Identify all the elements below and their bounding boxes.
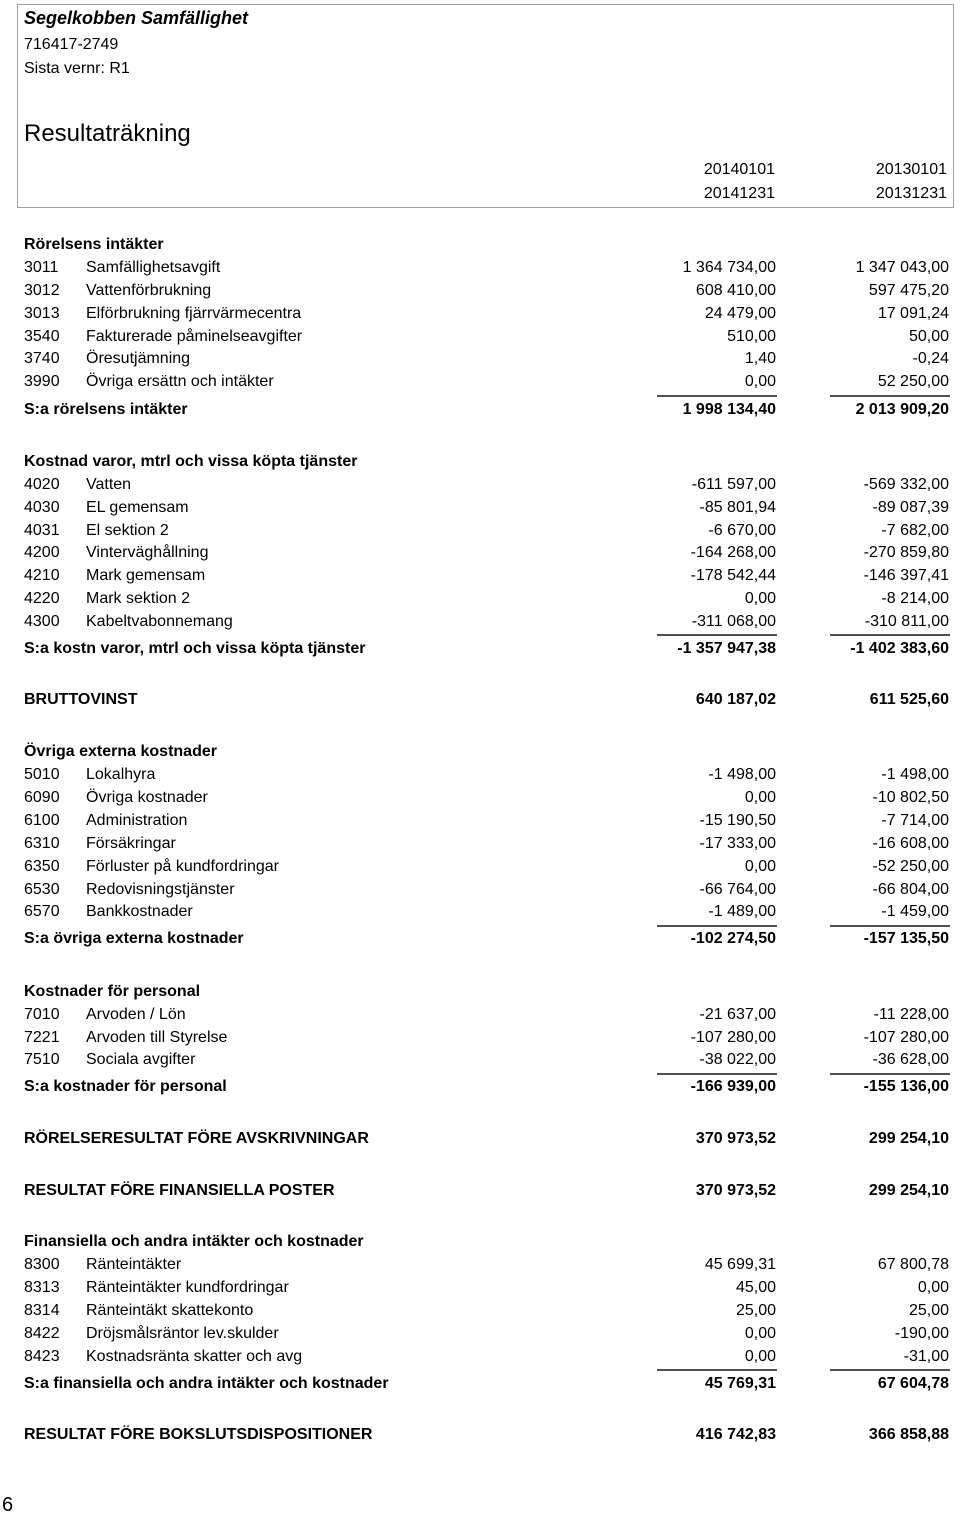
account-row	[0, 498, 960, 520]
result-before-appropriations-label: RESULTAT FÖRE BOKSLUTSDISPOSITIONER	[24, 1426, 373, 1443]
period-current-start: 20140101	[703, 161, 775, 178]
result-before-financial-previous: 299 254,10	[868, 1182, 949, 1199]
current-amount: 608 410,00	[695, 282, 776, 299]
account-number: 3540	[24, 328, 60, 345]
account-row	[0, 281, 960, 303]
account-number: 3740	[24, 350, 60, 367]
account-description: Kostnadsränta skatter och avg	[86, 1348, 303, 1365]
current-amount: -1 489,00	[708, 903, 776, 920]
previous-amount: 597 475,20	[868, 282, 949, 299]
current-amount: 1 364 734,00	[682, 259, 776, 276]
account-description: Övriga ersättn och intäkter	[86, 373, 274, 390]
previous-amount: -1 498,00	[881, 766, 949, 783]
account-row	[0, 327, 960, 349]
sum-divider	[830, 395, 950, 397]
account-number: 6530	[24, 881, 60, 898]
sum-row	[0, 1077, 960, 1099]
result-before-financial-label: RESULTAT FÖRE FINANSIELLA POSTER	[24, 1182, 335, 1199]
current-amount: 0,00	[744, 373, 776, 390]
sum-row	[0, 929, 960, 951]
operating-result-label: RÖRELSERESULTAT FÖRE AVSKRIVNINGAR	[24, 1130, 369, 1147]
account-row	[0, 1005, 960, 1027]
gross-profit-current: 640 187,02	[695, 691, 776, 708]
sum-current: -166 939,00	[690, 1078, 776, 1095]
previous-amount: -7 714,00	[881, 812, 949, 829]
account-row	[0, 304, 960, 326]
previous-amount: -52 250,00	[872, 858, 949, 875]
account-description: Elförbrukning fjärrvärmecentra	[86, 305, 302, 322]
account-row	[0, 811, 960, 833]
previous-amount: -8 214,00	[881, 590, 949, 607]
account-number: 3012	[24, 282, 60, 299]
previous-amount: -569 332,00	[863, 476, 949, 493]
account-number: 4031	[24, 522, 60, 539]
current-amount: -178 542,44	[690, 567, 776, 584]
account-number: 7010	[24, 1006, 60, 1023]
account-row	[0, 1255, 960, 1277]
sum-label: S:a rörelsens intäkter	[24, 401, 188, 418]
previous-amount: -107 280,00	[863, 1029, 949, 1046]
previous-amount: 1 347 043,00	[855, 259, 949, 276]
account-description: Redovisningstjänster	[86, 881, 235, 898]
account-number: 6350	[24, 858, 60, 875]
current-amount: 25,00	[735, 1302, 776, 1319]
previous-amount: -89 087,39	[872, 499, 949, 516]
account-description: Vatten	[86, 476, 132, 493]
result-before-financial-row	[0, 1181, 960, 1203]
account-description: Bankkostnader	[86, 903, 193, 920]
account-number: 4220	[24, 590, 60, 607]
account-row	[0, 589, 960, 611]
current-amount: 0,00	[744, 1325, 776, 1342]
sum-label: S:a övriga externa kostnader	[24, 930, 244, 947]
account-row	[0, 258, 960, 280]
sum-divider	[830, 1369, 950, 1371]
section-heading	[0, 742, 960, 764]
account-number: 4300	[24, 613, 60, 630]
sum-divider	[657, 1369, 777, 1371]
page-number: 6	[2, 1494, 14, 1516]
last-voucher-number: Sista vernr: R1	[24, 60, 130, 77]
account-description: Vinterväghållning	[86, 544, 209, 561]
sum-row	[0, 400, 960, 422]
sum-divider	[657, 634, 777, 636]
previous-amount: -7 682,00	[881, 522, 949, 539]
sum-current: -102 274,50	[690, 930, 776, 947]
current-amount: 510,00	[727, 328, 776, 345]
previous-amount: 0,00	[917, 1279, 949, 1296]
account-row	[0, 857, 960, 879]
account-description: Lokalhyra	[86, 766, 156, 783]
previous-amount: -1 459,00	[881, 903, 949, 920]
previous-amount: -11 228,00	[873, 1006, 949, 1023]
previous-amount: -310 811,00	[864, 613, 949, 630]
account-row	[0, 902, 960, 924]
account-row	[0, 1278, 960, 1300]
account-row	[0, 834, 960, 856]
current-amount: -6 670,00	[708, 522, 776, 539]
account-number: 8422	[24, 1325, 60, 1342]
section-heading-label: Rörelsens intäkter	[24, 236, 164, 253]
section-heading	[0, 235, 960, 257]
account-row	[0, 1347, 960, 1369]
account-description: Dröjsmålsräntor lev.skulder	[86, 1325, 279, 1342]
previous-amount: -36 628,00	[872, 1051, 949, 1068]
result-before-appropriations-row	[0, 1425, 960, 1447]
account-description: Kabeltvabonnemang	[86, 613, 233, 630]
sum-current: 1 998 134,40	[682, 401, 776, 418]
sum-previous: -1 402 383,60	[850, 640, 949, 657]
account-row	[0, 349, 960, 371]
account-description: Vattenförbrukning	[86, 282, 212, 299]
account-row	[0, 566, 960, 588]
sum-row	[0, 639, 960, 661]
result-before-financial-current: 370 973,52	[695, 1182, 776, 1199]
account-number: 8313	[24, 1279, 60, 1296]
sum-current: 45 769,31	[704, 1375, 776, 1392]
current-amount: -85 801,94	[699, 499, 776, 516]
sum-label: S:a finansiella och andra intäkter och kostnader	[24, 1375, 389, 1392]
account-number: 8314	[24, 1302, 60, 1319]
operating-result-current: 370 973,52	[695, 1130, 776, 1147]
period-previous-start: 20130101	[875, 161, 947, 178]
section-heading-label: Kostnader för personal	[24, 983, 201, 1000]
account-number: 8300	[24, 1256, 60, 1273]
current-amount: 0,00	[744, 858, 776, 875]
sum-divider	[830, 925, 950, 927]
current-amount: -66 764,00	[699, 881, 776, 898]
account-description: Försäkringar	[86, 835, 176, 852]
previous-amount: -190,00	[894, 1325, 949, 1342]
account-row	[0, 1050, 960, 1072]
current-amount: -15 190,50	[699, 812, 776, 829]
account-number: 3013	[24, 305, 60, 322]
current-amount: -311 068,00	[691, 613, 776, 630]
account-description: Arvoden / Lön	[86, 1006, 186, 1023]
current-amount: 1,40	[744, 350, 776, 367]
account-description: Ränteintäkter kundfordringar	[86, 1279, 289, 1296]
section-heading-label: Övriga externa kostnader	[24, 743, 217, 760]
account-description: Öresutjämning	[86, 350, 191, 367]
account-number: 4200	[24, 544, 60, 561]
account-number: 6090	[24, 789, 60, 806]
section-heading	[0, 1232, 960, 1254]
sum-row	[0, 1374, 960, 1396]
account-number: 6310	[24, 835, 60, 852]
current-amount: 24 479,00	[704, 305, 776, 322]
account-description: Arvoden till Styrelse	[86, 1029, 228, 1046]
account-number: 4210	[24, 567, 60, 584]
account-row	[0, 765, 960, 787]
sum-label: S:a kostn varor, mtrl och vissa köpta tjänster	[24, 640, 366, 657]
account-number: 5010	[24, 766, 60, 783]
account-description: EL gemensam	[86, 499, 189, 516]
current-amount: 0,00	[744, 789, 776, 806]
organization-number: 716417-2749	[24, 36, 119, 53]
sum-previous: -157 135,50	[863, 930, 949, 947]
previous-amount: -10 802,50	[872, 789, 949, 806]
sum-label: S:a kostnader för personal	[24, 1078, 227, 1095]
operating-result-row	[0, 1129, 960, 1151]
previous-amount: -31,00	[903, 1348, 949, 1365]
account-description: Mark sektion 2	[86, 590, 191, 607]
account-row	[0, 788, 960, 810]
account-number: 7510	[24, 1051, 60, 1068]
result-before-appropriations-previous: 366 858,88	[868, 1426, 949, 1443]
account-number: 6100	[24, 812, 60, 829]
current-amount: 45 699,31	[704, 1256, 776, 1273]
current-amount: 0,00	[744, 590, 776, 607]
previous-amount: -66 804,00	[872, 881, 949, 898]
sum-previous: 67 604,78	[877, 1375, 949, 1392]
previous-amount: -16 608,00	[872, 835, 949, 852]
operating-result-previous: 299 254,10	[868, 1130, 949, 1147]
sum-previous: -155 136,00	[863, 1078, 949, 1095]
section-heading-label: Finansiella och andra intäkter och kostnader	[24, 1233, 364, 1250]
current-amount: -21 637,00	[699, 1006, 776, 1023]
account-row	[0, 372, 960, 394]
account-row	[0, 1301, 960, 1323]
sum-divider	[657, 1073, 777, 1075]
previous-amount: -0,24	[912, 350, 949, 367]
account-row	[0, 612, 960, 634]
account-row	[0, 475, 960, 497]
previous-amount: -270 859,80	[863, 544, 949, 561]
account-number: 3990	[24, 373, 60, 390]
current-amount: -611 597,00	[691, 476, 776, 493]
previous-amount: 25,00	[908, 1302, 949, 1319]
account-description: Övriga kostnader	[86, 789, 208, 806]
sum-divider	[830, 634, 950, 636]
current-amount: -38 022,00	[699, 1051, 776, 1068]
account-number: 3011	[24, 259, 59, 276]
account-row	[0, 543, 960, 565]
previous-amount: 52 250,00	[877, 373, 949, 390]
account-number: 7221	[24, 1029, 60, 1046]
current-amount: -164 268,00	[690, 544, 776, 561]
account-description: Förluster på kundfordringar	[86, 858, 279, 875]
account-number: 4030	[24, 499, 60, 516]
result-before-appropriations-current: 416 742,83	[695, 1426, 776, 1443]
account-description: Mark gemensam	[86, 567, 206, 584]
account-description: Samfällighetsavgift	[86, 259, 221, 276]
sum-current: -1 357 947,38	[677, 640, 776, 657]
sum-previous: 2 013 909,20	[855, 401, 949, 418]
account-description: Fakturerade påminelseavgifter	[86, 328, 303, 345]
current-amount: -107 280,00	[690, 1029, 776, 1046]
period-current-end: 20141231	[703, 185, 775, 202]
account-row	[0, 521, 960, 543]
account-description: Ränteintäkter	[86, 1256, 182, 1273]
account-row	[0, 1028, 960, 1050]
sum-divider	[657, 925, 777, 927]
account-description: El sektion 2	[86, 522, 169, 539]
section-heading-label: Kostnad varor, mtrl och vissa köpta tjänster	[24, 453, 358, 470]
organization-name: Segelkobben Samfällighet	[24, 8, 249, 28]
report-title: Resultaträkning	[24, 120, 191, 147]
account-description: Sociala avgifter	[86, 1051, 196, 1068]
current-amount: -1 498,00	[708, 766, 776, 783]
account-description: Administration	[86, 812, 188, 829]
previous-amount: 67 800,78	[877, 1256, 949, 1273]
account-number: 6570	[24, 903, 60, 920]
sum-divider	[830, 1073, 950, 1075]
account-description: Ränteintäkt skattekonto	[86, 1302, 254, 1319]
sum-divider	[657, 395, 777, 397]
gross-profit-label: BRUTTOVINST	[24, 691, 138, 708]
gross-profit-previous: 611 525,60	[869, 691, 949, 708]
account-number: 8423	[24, 1348, 60, 1365]
previous-amount: -146 397,41	[863, 567, 949, 584]
account-number: 4020	[24, 476, 60, 493]
previous-amount: 17 091,24	[877, 305, 949, 322]
current-amount: 0,00	[744, 1348, 776, 1365]
current-amount: -17 333,00	[699, 835, 776, 852]
current-amount: 45,00	[735, 1279, 776, 1296]
gross-profit-row	[0, 690, 960, 712]
account-row	[0, 880, 960, 902]
section-heading	[0, 982, 960, 1004]
account-row	[0, 1324, 960, 1346]
section-heading	[0, 452, 960, 474]
previous-amount: 50,00	[908, 328, 949, 345]
period-previous-end: 20131231	[875, 185, 947, 202]
